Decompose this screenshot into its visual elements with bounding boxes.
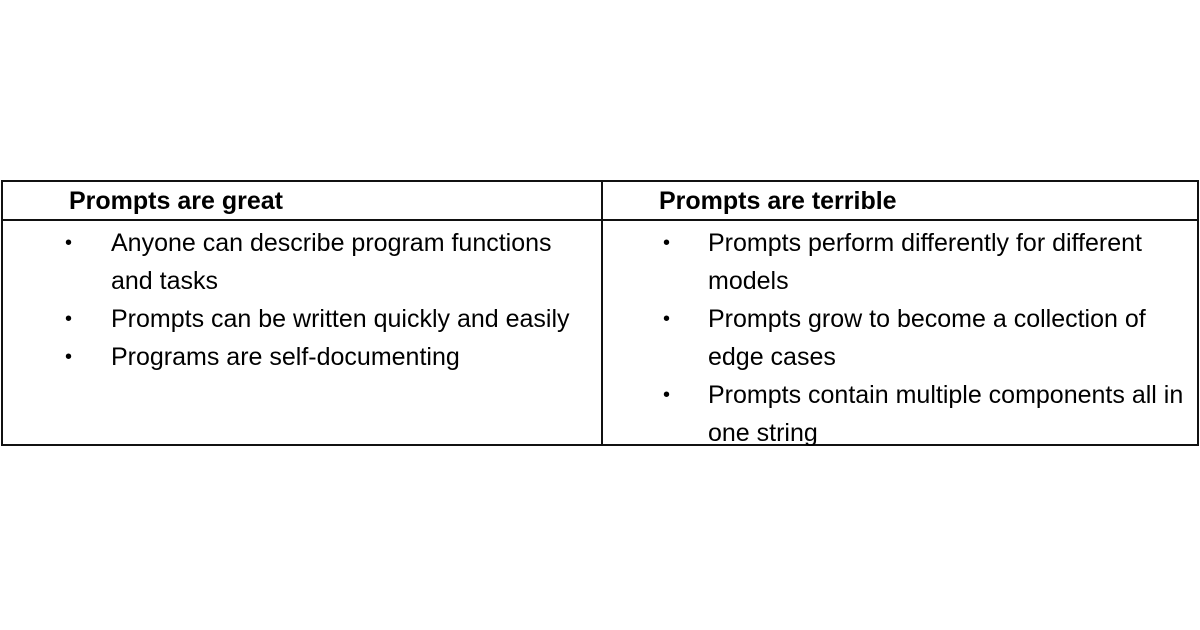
list-item-text: Prompts perform differently for different models: [708, 229, 1142, 295]
column-prompts-are-great: [3, 182, 603, 444]
bullet-icon: •: [663, 232, 671, 254]
list-item: [603, 300, 1197, 376]
comparison-table: [1, 180, 1199, 446]
bullet-icon: •: [65, 232, 73, 254]
list-item: [603, 224, 1197, 300]
bullet-icon: •: [663, 384, 671, 406]
list-item: [3, 300, 601, 338]
bullet-icon: •: [663, 308, 671, 330]
list-item: [3, 338, 601, 376]
list-item-text: Programs are self-documenting: [111, 343, 460, 371]
pros-list: [3, 224, 601, 376]
column-header-great: Prompts are great: [3, 182, 601, 221]
list-item: [603, 376, 1197, 452]
column-prompts-are-terrible: [603, 182, 1197, 447]
list-item-text: Prompts contain multiple components all in one string: [708, 381, 1184, 447]
bullet-icon: •: [65, 346, 73, 368]
list-item: [3, 224, 601, 300]
list-item-text: Prompts grow to become a collection of edge cases: [708, 305, 1146, 371]
cons-list: [603, 224, 1197, 452]
list-item-text: Anyone can describe program functions and tasks: [111, 229, 552, 295]
list-item-text: Prompts can be written quickly and easily: [111, 305, 570, 333]
column-header-terrible: Prompts are terrible: [603, 182, 1197, 221]
bullet-icon: •: [65, 308, 73, 330]
